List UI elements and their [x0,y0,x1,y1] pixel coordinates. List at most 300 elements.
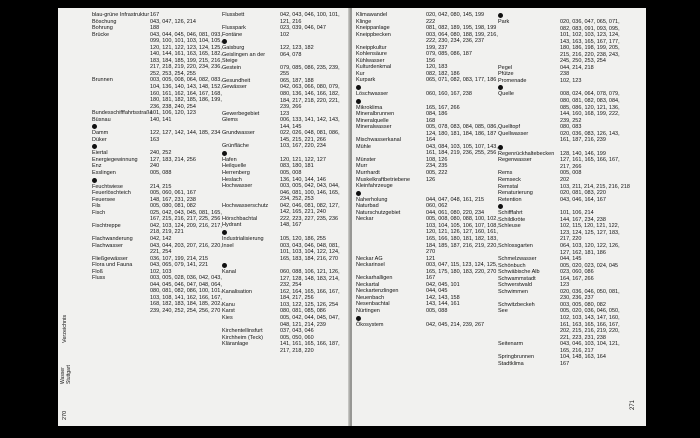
page-number-left: 270 [62,410,68,420]
page-references: 003, 047, 115, 123, 124, 125, 165, 175, 180, 183, 220, 270 [426,262,498,275]
index-entry [356,216,498,255]
index-term: Murr [356,163,368,170]
index-term: Neuenbach [356,294,385,301]
page-references: 101, 106, 120, 123 [150,110,196,117]
page-references: 141, 161, 165, 166, 187, 217, 218, 220 [280,341,340,354]
index-term: Hochwasserschutz [222,202,269,209]
page-references: 042, 142 [150,235,172,242]
page-references: 234, 235 [426,163,448,170]
index-term: Brunnen [92,77,113,84]
page-references: 020, 036, 083, 126, 143, 161, 187, 216, 239 [560,130,620,144]
page-references: 042, 045, 101 [426,281,460,288]
index-entry [498,131,630,144]
index-term: Schifffahrt [498,210,523,217]
index-entry [498,91,630,124]
index-term: Herrenberg [222,170,250,177]
index-term: Pegel [498,64,513,71]
index-entry [356,177,498,190]
page-references: 199, 237 [426,44,448,51]
page-references: 064, 078 [280,51,302,58]
index-term: Schleuse [498,223,521,230]
index-term: Kläranlage [222,341,249,348]
page-references: 108, 126 [426,156,448,163]
index-term: Schmelzwasser [498,256,537,263]
index-term: Schwimmen [498,288,528,295]
index-entry [222,143,346,150]
page-references: 162, 164, 165, 166, 167, 184, 217, 256 [280,288,340,302]
index-term: Murrhardt [356,170,380,177]
index-entry [92,32,222,78]
index-term: Gewässer [222,84,247,91]
index-entry [498,289,630,302]
page-references: 042, 045, 214, 239, 267 [426,321,485,328]
index-term: Düker [92,136,107,143]
index-term: Fischtreppe [92,222,121,229]
page-references: 043, 046, 103, 104, 121, 165, 216, 217 [560,341,620,354]
index-term: Regenrückhaltebecken [498,150,555,157]
page-references: 005, 060, 061, 167 [150,190,196,197]
index-entry [92,77,222,110]
index-term: Münster [356,156,376,163]
page-references: 042, 046, 081, 082, 127, 142, 165, 221, 240 [280,202,340,216]
page-references: 080, 083 [560,124,582,131]
page-references: 167 [150,12,160,18]
index-term: Mineralbrunnen [356,111,395,118]
page-references: 079, 085, 086, 187 [426,51,472,58]
page-references: 005, 080, 081, 082 [150,203,196,210]
index-term: Muskelkraftbetriebene Kleinfahrzeuge [356,176,411,190]
page-references: 003, 005, 080, 082 [560,301,606,308]
index-term: Schwammstadt [498,275,536,282]
index-term: Kanal [222,269,237,276]
index-term: Gaisburg [222,45,245,52]
page-references: 020, 081, 083, 220 [560,190,606,197]
index-entry [92,117,222,124]
index-entry [222,243,346,263]
index-term: Industrialisierung [222,235,264,242]
index-entry [222,130,346,143]
page-references: 123 [280,110,290,117]
index-term: Energiegewinnung [92,156,138,163]
index-term: Pfütze [498,71,514,78]
page-references: 103, 122, 125, 126, 254 [280,301,339,308]
index-term: Esslingen [92,170,116,177]
index-term: Park [498,19,510,25]
index-entry [498,157,630,170]
index-entry [498,223,630,243]
page-references: 127, 161, 165, 166, 167, 217, 266 [560,157,620,170]
page-references: 222, 223, 227, 235, 236 [280,215,339,222]
letter-section-marker [356,190,498,197]
index-entry [222,269,346,289]
index-term: Neckar AG [356,255,383,262]
page-references: 023, 060, 086 [560,269,594,276]
page-references: 043, 047, 126, 214 [150,18,196,25]
page-references: 060, 062 [426,203,448,210]
index-entry [92,170,222,177]
page-references: 060, 160, 167, 238 [426,91,472,98]
letter-section-marker [222,150,346,157]
page-references: 103, 211, 214, 215, 216, 218 [560,183,630,190]
bullet-icon [498,204,503,209]
index-term: Naturbad [356,203,379,210]
index-entry [222,289,346,302]
index-term: Stadtklima [498,360,524,367]
index-entry [222,117,346,130]
index-entry [356,124,498,137]
page-references: 214, 215 [150,183,172,190]
page-references: 156 [426,57,436,64]
page-references: 005, 088 [150,170,172,177]
index-term: Nürtingen [356,307,380,314]
index-term: Neckarinsel [356,262,385,269]
bullet-icon [92,124,97,129]
index-term: Remstal [498,183,519,190]
page-references: 168 [426,117,436,124]
index-term: Feuersee [92,196,116,203]
index-term: Neckarhalligen [356,275,393,282]
letter-section-marker [498,12,630,19]
page-references: 060, 088, 106, 121, 126, 127, 128, 148, 183, 214, 232, 254 [280,269,340,289]
letter-section-marker [92,123,222,130]
bullet-icon [356,85,361,90]
index-entry [222,32,346,39]
bullet-icon [498,145,503,150]
logo-line-2: Stuttgart [65,365,72,384]
index-term: Karst [222,308,235,315]
index-term: Gestein [222,64,241,71]
bullet-icon [222,263,227,268]
index-term: Quelltopf [498,124,521,131]
page-references: 163 [150,136,160,143]
index-term: Bohrung [92,25,113,32]
index-term: Nesenbachtal [356,301,390,308]
index-term: Naherholung [356,196,388,203]
page-references: 005, 042, 044, 045, 047, 048, 121, 214, 239 [280,314,340,328]
logo-line-1: Wasser [60,367,66,384]
page-references: 020, 042, 080, 145, 199 [426,12,485,18]
index-term: Fluss [92,275,106,282]
index-term: Fontäne [222,31,243,38]
index-entry [356,144,498,157]
page-references: 202 [560,177,570,184]
page-references: 123 [560,282,570,289]
index-term: Feuchtwiese [92,183,123,190]
page-references: 003, 005, 008, 064, 082, 083, 104, 136, 140, 143, 148, 152, 160, 161, 162, 164, 167, 168, 180, 181, 182, 185, 186, 199, 236, 238, 240, 254 [150,77,222,110]
index-entry [92,243,222,256]
index-term: Brücke [92,31,110,38]
page-references: 008, 024, 064, 078, 079, 080, 081, 082, 083, 084, 085, 086, 120, 121, 136, 144, 160, 168, 199, 222, 239, 252 [560,91,620,124]
page-references: 036, 107, 199, 214, 215 [150,255,209,262]
index-entry [498,197,630,204]
index-entry [222,65,346,78]
index-term: Damm [92,130,109,137]
page-references: 079, 085, 086, 235, 239, 255 [280,64,340,78]
index-entry [92,223,222,236]
index-entry [356,322,498,329]
page-references: 043, 044, 203, 207, 216, 220, 221, 254 [150,242,222,256]
index-term: Flussbett [222,12,245,18]
index-term: Mischwasserkanal [356,137,401,144]
index-entry [498,361,630,368]
page-references: 120, 183 [426,64,448,71]
page-references: 003, 064, 080, 188, 199, 216, 222, 230, 234, 236, 237 [426,31,498,45]
index-entry [222,203,346,216]
index-term: Eiertal [92,150,108,157]
page-references: 240, 252 [150,150,172,157]
page-references: 101, 106, 214 [560,210,594,217]
index-term: Quellwasser [498,130,529,137]
page-references: 064, 103, 120, 122, 126, 127, 162, 181, 186 [560,242,620,256]
index-term: Neckartenzlingen [356,288,399,295]
page-references: 126 [426,176,436,183]
index-term: Kneippanlage [356,25,390,32]
page-references: 037, 043, 046 [280,328,314,335]
page-references: 188 [150,25,160,32]
letter-section-marker [222,262,346,269]
index-term: Regenwasser [498,157,532,164]
index-term: Flachwasser [92,242,123,249]
page-references: 143, 144, 161 [426,301,460,308]
page-references: 238 [560,71,570,78]
index-entry [498,243,630,256]
index-term: Kulturdenkmal [356,64,392,71]
index-term: Heslach [222,176,242,183]
index-entry [356,32,498,45]
page-references: 102, 103 [150,268,172,275]
letter-section-marker [92,143,222,150]
page-references: 136, 140, 144, 146 [280,176,326,183]
index-term: Insel [222,242,234,249]
page-references: 127, 183, 214, 256 [150,156,196,163]
letter-section-marker [356,315,498,322]
index-term: Kirchentellinsfurt [222,328,263,335]
index-term: Remseck [498,177,521,184]
index-entry [498,19,630,65]
page-references: 140, 141 [150,116,172,123]
index-column-right-2 [498,12,630,367]
index-entry [356,262,498,275]
page-references: 122, 123, 182 [280,45,314,52]
index-term: Hochwasser [222,183,253,190]
page-references: 165, 167, 266 [426,104,460,111]
index-term: Kanu [222,301,235,308]
page-references: 005, 020, 036, 046, 050, 102, 103, 143, 147, 160, 161, 163, 165, 166, 167, 202, 215, 216, 219, 220, 221, 223, 231, 238 [560,308,620,341]
index-term: Bundesschifffahrtsstraße [92,110,153,117]
index-entry [222,84,346,110]
index-entry [92,275,222,314]
page-references: 020, 036, 046, 050, 081, 230, 236, 237 [560,288,620,302]
index-term: Springbrunnen [498,354,535,361]
index-entry [498,78,630,85]
index-term: Flora und Fauna [92,262,133,269]
index-term: Neckar [356,216,374,223]
page-references: 043, 065, 079, 141, 221 [150,262,209,269]
letter-section-marker [222,229,346,236]
letter-section-marker [498,144,630,151]
index-term: Schwerstwald [498,282,532,289]
index-term: Floß [92,268,103,275]
index-term: Mineralquelle [356,117,389,124]
index-term: Löschwasser [356,91,389,98]
index-term: Klimawandel [356,12,388,18]
index-term: Kurpark [356,77,376,84]
logo-wasser-stuttgart [61,365,72,384]
index-term: Grundwasser [222,130,255,137]
index-term: Seitenarm [498,341,524,348]
page-references: 144, 167, 234, 238 [560,216,606,223]
page-references: 044, 047, 048, 161, 215 [426,196,485,203]
index-term: Neckartal [356,281,380,288]
index-term: Fisch [92,209,106,216]
page-references: 042, 043, 046, 100, 101, 121, 216 [280,12,340,25]
index-term: Retention [498,196,522,203]
page-references: 104, 148, 163, 164 [560,354,606,361]
index-term: Hydrant [222,222,242,229]
bullet-icon [356,99,361,104]
index-entry [92,137,222,144]
index-entry [356,77,498,84]
page-references: 020, 036, 047, 065, 071, 082, 083, 091, 093, 095, 101, 102, 103, 123, 124, 143, 163, 165, 167, 177, 180, 186, 198, 199, 205, 215, 216, 220, 238, 243, 245, 250, 253, 254 [560,19,620,65]
section-label: Verzeichnis [62,314,68,343]
index-term: Schlossgarten [498,242,533,249]
page-references: 005, 008 [560,170,582,177]
page-references: 044, 061, 080, 220, 234 [426,209,485,216]
page-references: 043, 046, 164, 167 [560,196,606,203]
index-term: Schönbuch [498,262,526,269]
page-references: 222 [426,18,436,25]
index-column-right-1 [356,12,498,328]
index-term: Mühle [356,143,371,150]
index-term: Renaturierung [498,190,533,197]
index-entry [498,341,630,354]
index-term: Rems [498,170,513,177]
index-term: Kies [222,314,233,321]
page-references: 005, 008, 080, 088, 100, 102, 103, 104, 105, 106, 107, 108, 120, 121, 126, 127, 160, 161, 165, 166, 180, 181, 182, 183, 184, 185, 187, 216, 219, 220, 270 [426,216,498,256]
index-term: Kohlensäure [356,51,387,58]
index-term: Böschung [92,18,117,25]
index-entry [356,91,498,98]
letter-section-marker [498,203,630,210]
index-term: Mineralwasser [356,124,392,131]
index-term: Quelle [498,91,514,98]
page-references: 102, 123 [560,77,582,84]
index-column-left-1 [92,12,222,315]
page-references: 105, 120, 186, 255 [280,235,326,242]
bullet-icon [92,178,97,183]
index-term: Ökosystem [356,321,384,328]
index-term: Enz [92,163,102,170]
index-term: Grünfläche [222,143,249,150]
page-references: 042, 103, 124, 209, 216, 217, 218, 219, 221 [150,222,222,236]
page-references: 005, 088 [426,307,448,314]
letter-section-marker [222,38,346,45]
index-term: Schildkröte [498,216,526,223]
page-references: 102 [280,31,290,38]
right-page [352,8,646,426]
page-references: 167 [426,275,436,282]
page-references: 082, 182, 186 [426,70,460,77]
index-term: Fließgewässer [92,255,128,262]
index-entry [222,341,346,354]
index-term: Kneippkultur [356,44,387,51]
index-term: Promenade [498,77,527,84]
index-term: See [498,308,508,315]
page-references: 043, 044, 045, 046, 081, 093, 099, 100, 101, 103, 104, 105, 120, 121, 122, 123, 124, 125, 140, 144, 161, 163, 165, 182, 183, 184, 185, 199, 215, 216, 217, 218, 219, 220, 234, 236, 252, 253, 254, 255 [150,31,222,77]
index-entry [498,308,630,341]
index-entry [222,52,346,65]
page-references: 122, 127, 142, 144, 185, 234 [150,130,221,137]
index-term: Fils [92,203,101,210]
bullet-icon [498,13,503,18]
page-references: 240 [150,163,160,170]
index-term: Kneippbecken [356,31,391,38]
index-term: Kirchheim (Teck) [222,334,263,341]
page-references: 005, 050, 060 [280,334,314,341]
page-references: 003, 005, 042, 043, 044, 046, 081, 100, 146, 165, 234, 252, 253 [280,183,340,203]
index-term: Flachwanderung [92,235,133,242]
letter-section-marker [356,98,498,105]
page-references: 083, 180, 181 [280,163,314,170]
page-number-right: 271 [630,399,636,410]
page-references: 065, 071, 082, 083, 177, 186 [426,77,497,84]
page-references: 025, 042, 043, 045, 081, 165, 167, 215, 216, 217, 225, 256 [150,209,222,223]
page-references: 167 [560,360,570,367]
page-references: 164, 167, 266 [560,275,594,282]
bullet-icon [222,151,227,156]
index-entry [222,222,346,229]
index-term: Mikroklima [356,104,383,111]
bullet-icon [222,39,227,44]
page-references: 003, 043, 046, 048, 081, 101, 103, 104, 122, 124, 165, 183, 184, 216, 270 [280,242,340,262]
page-references: 065, 187, 188 [280,77,314,84]
page-references: 005, 008 [280,170,302,177]
index-term: Hafen [222,156,237,163]
page-references: 084, 186 [426,111,448,118]
page-references: 044, 145 [560,256,582,263]
index-term: Gewerbegebiet [222,110,260,117]
index-entry [222,12,346,25]
index-entry [356,308,498,315]
page-references: 042, 063, 066, 080, 079, 080, 136, 146, 166, 182, 184, 217, 218, 220, 221, 239, 266 [280,84,340,111]
bullet-icon [92,144,97,149]
index-term: Hörschbachtal [222,215,258,222]
index-entry [222,183,346,203]
letter-section-marker [92,177,222,184]
index-term: Glems [222,117,238,124]
page-references: 103, 167, 220, 234 [280,143,326,150]
page-references: 121 [426,255,436,262]
index-term: Naturschutzgebiet [356,209,401,216]
index-term: Kanalisation [222,288,252,295]
bullet-icon [498,85,503,90]
page-references: 102, 115, 120, 121, 122, 123, 124, 125, 127, 183, 217, 220 [560,223,620,243]
index-term: Schwäbische Alb [498,269,540,276]
index-term: Heilquelle [222,163,247,170]
page-references: 148, 167, 231, 238 [150,196,196,203]
index-entry [222,315,346,328]
letter-section-marker [498,84,630,91]
page-references: 005, 020, 023, 024, 045 [560,262,619,269]
page-references: 081, 082, 189, 195, 198, 199 [426,25,497,32]
page-references: 142, 143, 158 [426,294,460,301]
page-references: 128, 140, 146, 199 [560,150,606,157]
index-column-left-2 [222,12,346,354]
bullet-icon [222,230,227,235]
page-references: 164 [426,137,436,144]
bullet-icon [356,316,361,321]
index-term: Flusspark [222,25,246,32]
